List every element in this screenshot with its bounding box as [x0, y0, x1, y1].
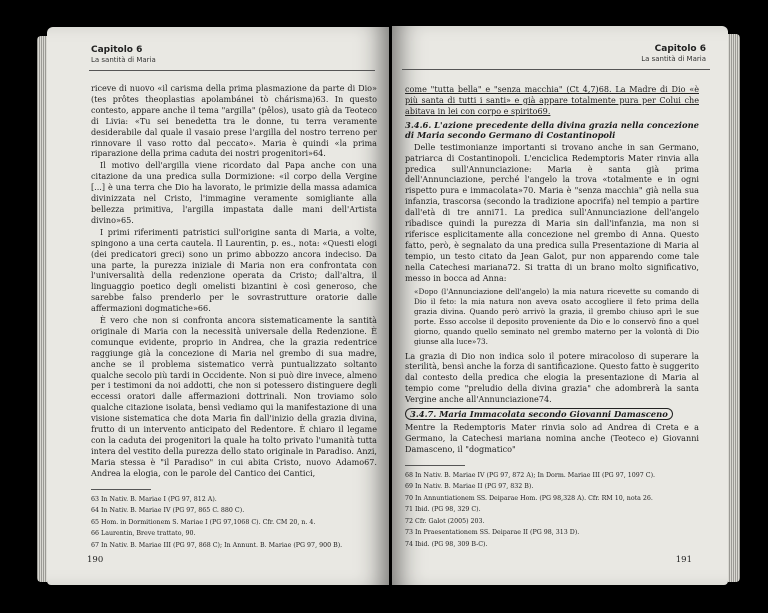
footnote: 74 Ibid. (PG 98, 309 B-C). [405, 540, 488, 548]
left-body-text [91, 83, 377, 551]
right-page [392, 26, 728, 585]
paragraph: riceve di nuovo «il carisma della prima plasmazione da parte di Dio» (tes prôtes theoplastias apolambánei tò chárisma)63. In questo contesto, appare anche il tema "argilla" (pêlos), usato già da Teoteco di Livia: «Tu sei benedetta tra le donne, tu terra veramente desiderabile dal quale il vasaio prese l'argilla del nostro terreno per rinnovare il vaso rotto dal peccato». Maria è quindi «la prima riparazione della prima caduta dei nostri progenitori»64. [91, 83, 377, 159]
footnote: 63 In Nativ. B. Mariae I (PG 97, 812 A). [91, 495, 217, 503]
paragraph: Delle testimonianze importanti si trovano anche in san Germano, patriarca di Costantinopoli. L'enciclica Redemptoris Mater rinvia alla predica sull'Annunciazione: Maria è santa già prima dell'Annunciazione, perché l'angelo la trova «totalmente e in ogni rispetto pura e immacolata»70. Maria è "senza macchia" già nella sua infanzia, trascorsa (secondo la tradizione apocrifa) nel tempio a partire dall'età di tre anni71. La predica sull'Annunciazione dell'angelo ribadisce quindi la purezza di Maria sin dall'infanzia, ma non si riferisce esplicitamente alla concezione nel grembo di Anna. Questo fatto, però, è segnalato da una predica sulla Presentazione di Maria al tempio, un testo citato da Jean Galot, pur non apparendo come tale nella Catechesi mariana72. Si tratta di un brano molto significativo, messo in bocca ad Anna: [405, 141, 699, 283]
paragraph: Mentre la Redemptoris Mater rinvia solo ad Andrea di Creta e a Germano, la Catechesi mariana nomina anche (Teoteco e) Giovanni Damasceno, il "dogmatico" [405, 422, 699, 454]
footnote: 65 Hom. in Dormitionem S. Mariae I (PG 97,1068 C). Cfr. CM 20, n. 4. [91, 518, 316, 526]
paragraph: La grazia di Dio non indica solo il potere miracoloso di superare la sterilità, bensì anche la forza di santificazione. Questo fatto è suggerito dal contesto della predica che elogia la presentazione di Maria al tempio come "preludio della divina grazia" che adombrerà la santa Vergine anche all'Annunciazione74. [405, 350, 699, 405]
footnote-separator [91, 489, 151, 490]
page-number: 190 [87, 555, 104, 565]
page-number: 191 [675, 555, 692, 565]
header-rule [402, 69, 710, 70]
footnote: 73 In Praesentationem SS. Deiparae II (PG 98, 313 D). [405, 529, 580, 537]
paragraph: come "tutta bella" e "senza macchia" (Ct 4,7)68. La Madre di Dio «è più santa di tutti i santi» e già appare totalmente pura per Colui che abitava in lei con corpo e spirito69. [405, 84, 699, 116]
footnote: 72 Cfr. Galot (2005) 203. [405, 517, 485, 525]
footnote: 67 In Nativ. B. Mariae III (PG 97, 868 C); In Annunt. B. Mariae (PG 97, 900 B). [91, 541, 343, 549]
footnote-separator [405, 465, 465, 466]
footnote: 69 In Nativ. B. Mariae II (PG 97, 832 B). [405, 483, 534, 491]
chapter-title: Capitolo 6 [91, 45, 143, 55]
chapter-title: Capitolo 6 [654, 44, 706, 54]
right-body-text [405, 84, 699, 550]
chapter-subtitle: La santità di Maria [641, 55, 706, 63]
footnote: 66 Laurentin, Breve trattato, 90. [91, 530, 196, 538]
section-heading: 3.4.6. L'azione precedente della divina grazia nella concezione di Maria secondo Germano di Costantinopoli [405, 119, 699, 140]
footnote: 64 In Nativ. B. Mariae IV (PG 97, 865 C. 880 C). [91, 507, 245, 515]
left-page-edges [37, 36, 47, 582]
footnote: 70 In Annuntiationem SS. Deiparae Hom. (PG 98,328 A). Cfr. RM 10, nota 26. [405, 494, 653, 502]
footnote: 71 Ibid. (PG 98, 329 C). [405, 506, 481, 514]
left-page [47, 27, 389, 585]
footnote: 68 In Nativ. B. Mariae IV (PG 97, 872 A); In Dorm. Mariae III (PG 97, 1097 C). [405, 471, 656, 479]
paragraph: I primi riferimenti patristici sull'origine santa di Maria, a volte, spingono a una certa cautela. Il Laurentin, p. es., nota: «Questi elogi (dei predicatori greci) sono un primo abbozzo ancora indeciso. Da una parte, la purezza iniziale di Maria non era confrontata con l'universalità della redenzione operata da Cristo; dall'altra, il linguaggio poetico degli omelisti bizantini è così generoso, che sarebbe falso prenderlo per le sovrastrutture oratorie dalle affermazioni dogmatiche»66. [91, 226, 377, 314]
header-rule [89, 70, 375, 71]
running-header-left [91, 45, 156, 64]
running-header-right [641, 44, 706, 63]
section-heading-circled: 3.4.7. Maria Immacolata secondo Giovanni Damasceno [405, 408, 673, 420]
right-page-edges [728, 34, 740, 582]
paragraph: Il motivo dell'argilla viene ricordato dal Papa anche con una citazione da una predica sulla Dormizione: «il corpo della Vergine [...] è una terra che Dio ha lavorato, le primizie della massa adamica divinizzata nel Cristo, l'immagine veramente somigliante alla bellezza primitiva, l'argilla impastata dalle mani dell'Artista divino»65. [91, 160, 377, 225]
block-quote: «Dopo (l'Annunciazione dell'angelo) la mia natura ricevette su comando di Dio il feto: la mia natura non aveva osato accogliere il feto prima della grazia divina. Quando però arrivò la grazia, il grembo chiuso aprì le sue porte. Esso accolse il deposito proveniente da Dio e lo conservò fino a quel giorno, quando quello seminato nel grembo materno per la volontà di Dio giunse alla luce»73. [414, 286, 699, 346]
chapter-subtitle: La santità di Maria [91, 56, 156, 64]
paragraph: È vero che non si confronta ancora sistematicamente la santità originale di Maria con la necessità universale della Redenzione. È comunque evidente, proprio in Andrea, che la grazia redentrice raggiunge già la concezione di Maria nel grembo di sua madre, anche se il problema sistematico verrà puntualizzato soltanto qualche secolo più tardi in Occidente. Non si può dire invece, almeno per i testimoni da noi addotti, che non si potessero distinguere degli eccessi oratori dalle affermazioni dottrinali. Non troviamo solo qualche citazione isolata, bensì vediamo qui la manifestazione di una visione sistematica che dota Maria fin dall'inizio della grazia divina, frutto di un intervento anticipato del Redentore. È chiaro il legame con la caduta dei progenitori la quale ha tolto privato l'umanità tutta intera del vestito della purezza dello stato originale in Paradiso. Anzi, Maria stessa è "il Paradiso" in cui abita Cristo, nuovo Adamo67. Andrea la elogia, con le parole del Cantico dei Cantici, [91, 315, 377, 478]
